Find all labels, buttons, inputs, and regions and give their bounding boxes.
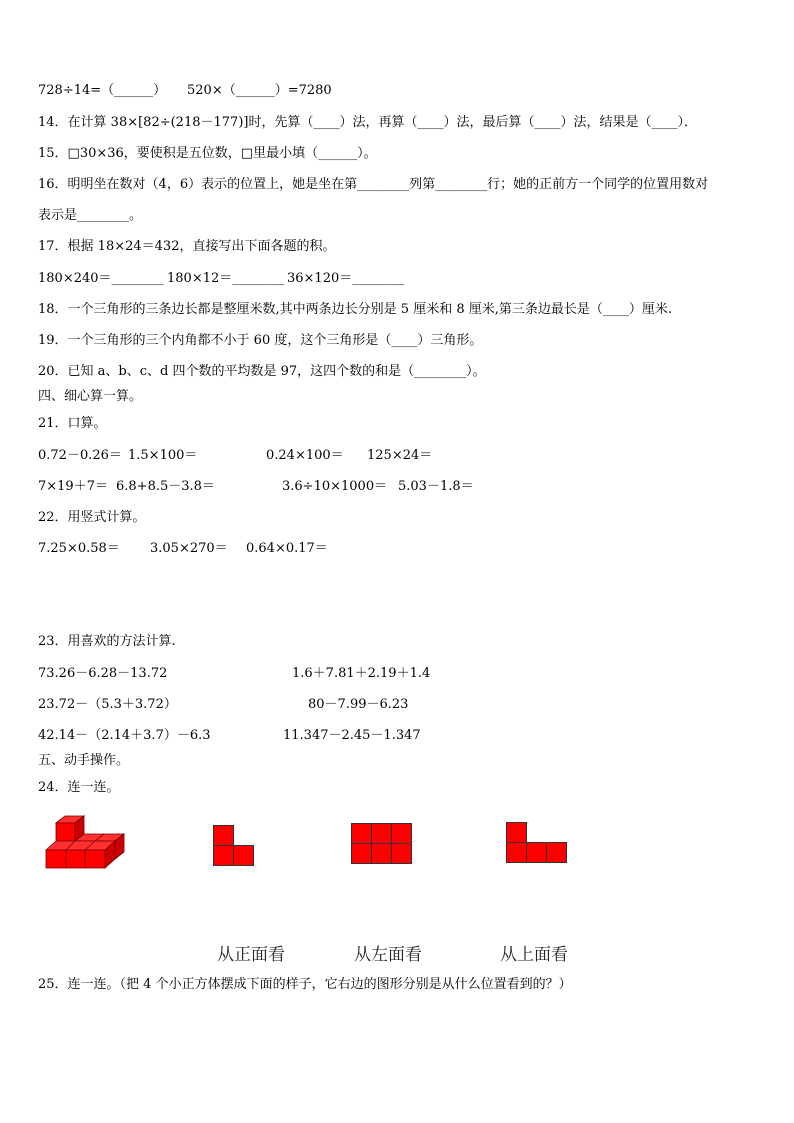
q17-stem: 17．根据 18×24＝432，直接写出下面各题的积。 — [38, 239, 336, 254]
q19: 19．一个三角形的三个内角都不小于 60 度，这个三角形是（____）三角形。 — [38, 333, 483, 348]
q23-right-3: 11.347－2.45－1.347 — [283, 728, 421, 743]
section-5-heading: 五、动手操作。 — [38, 753, 130, 768]
q21-r2-c4: 5.03－1.8＝ — [398, 479, 474, 494]
cube-stack-figure — [44, 813, 128, 875]
q22-item-3: 0.64×0.17＝ — [246, 541, 328, 556]
q23-right-2: 80－7.99－6.23 — [308, 697, 409, 712]
q21-r1-c2: 1.5×100＝ — [128, 448, 198, 463]
q23-stem: 23．用喜欢的方法计算. — [38, 634, 176, 649]
q16-line2: 表示是________。 — [38, 208, 143, 223]
q21-r1-c1: 0.72－0.26＝ — [38, 448, 122, 463]
view-shape-3 — [506, 822, 568, 864]
q13-a: 728÷14=（______） — [38, 83, 167, 98]
q22-item-2: 3.05×270＝ — [150, 541, 228, 556]
q14: 14．在计算 38×[82÷(218－177)]时，先算（____）法，再算（____）法，最后算（____）法，结果是（____）． — [38, 115, 697, 130]
section-4-heading: 四、细心算一算。 — [38, 389, 143, 404]
q23-left-1: 73.26－6.28－13.72 — [38, 666, 168, 681]
view-label-top: 从上面看 — [500, 945, 568, 965]
q20: 20．已知 a、b、c、d 四个数的平均数是 97，这四个数的和是（________）。 — [38, 364, 486, 379]
q21-r1-c4: 125×24＝ — [367, 448, 433, 463]
q17-item-1: 180×240＝________ — [38, 271, 164, 286]
view-label-left: 从左面看 — [354, 945, 422, 965]
q25: 25．连一连。（把 4 个小正方体摆成下面的样子，它右边的图形分别是从什么位置看到的？） — [38, 977, 572, 992]
q22-stem: 22．用竖式计算。 — [38, 510, 146, 525]
q21-r1-c3: 0.24×100＝ — [266, 448, 344, 463]
q17-item-3: 36×120＝________ — [287, 271, 405, 286]
q17-item-2: 180×12＝________ — [167, 271, 285, 286]
q15: 15．□30×36，要使积是五位数，□里最小填（______）。 — [38, 146, 377, 161]
q21-stem: 21．口算。 — [38, 416, 107, 431]
q18: 18．一个三角形的三条边长都是整厘米数,其中两条边长分别是 5 厘米和 8 厘米,第三条边最长是（____）厘米. — [38, 302, 673, 317]
q21-r2-c3: 3.6÷10×1000＝ — [282, 479, 388, 494]
q22-item-1: 7.25×0.58＝ — [38, 541, 120, 556]
q23-left-2: 23.72－（5.3＋3.72） — [38, 697, 177, 712]
q23-left-3: 42.14－（2.14＋3.7）－6.3 — [38, 728, 211, 743]
view-shape-1 — [213, 825, 255, 867]
q16-line1: 16．明明坐在数对（4，6）表示的位置上，她是坐在第________列第________行；她的正前方一个同学的位置用数对 — [38, 177, 709, 192]
view-shape-2 — [351, 823, 413, 865]
q21-r2-c2: 6.8+8.5－3.8＝ — [116, 479, 215, 494]
view-label-front: 从正面看 — [217, 945, 285, 965]
q13-b: 520×（______）=7280 — [187, 83, 332, 98]
q24-stem: 24．连一连。 — [38, 780, 120, 795]
q21-r2-c1: 7×19＋7＝ — [38, 479, 108, 494]
q23-right-1: 1.6＋7.81＋2.19＋1.4 — [292, 666, 431, 681]
